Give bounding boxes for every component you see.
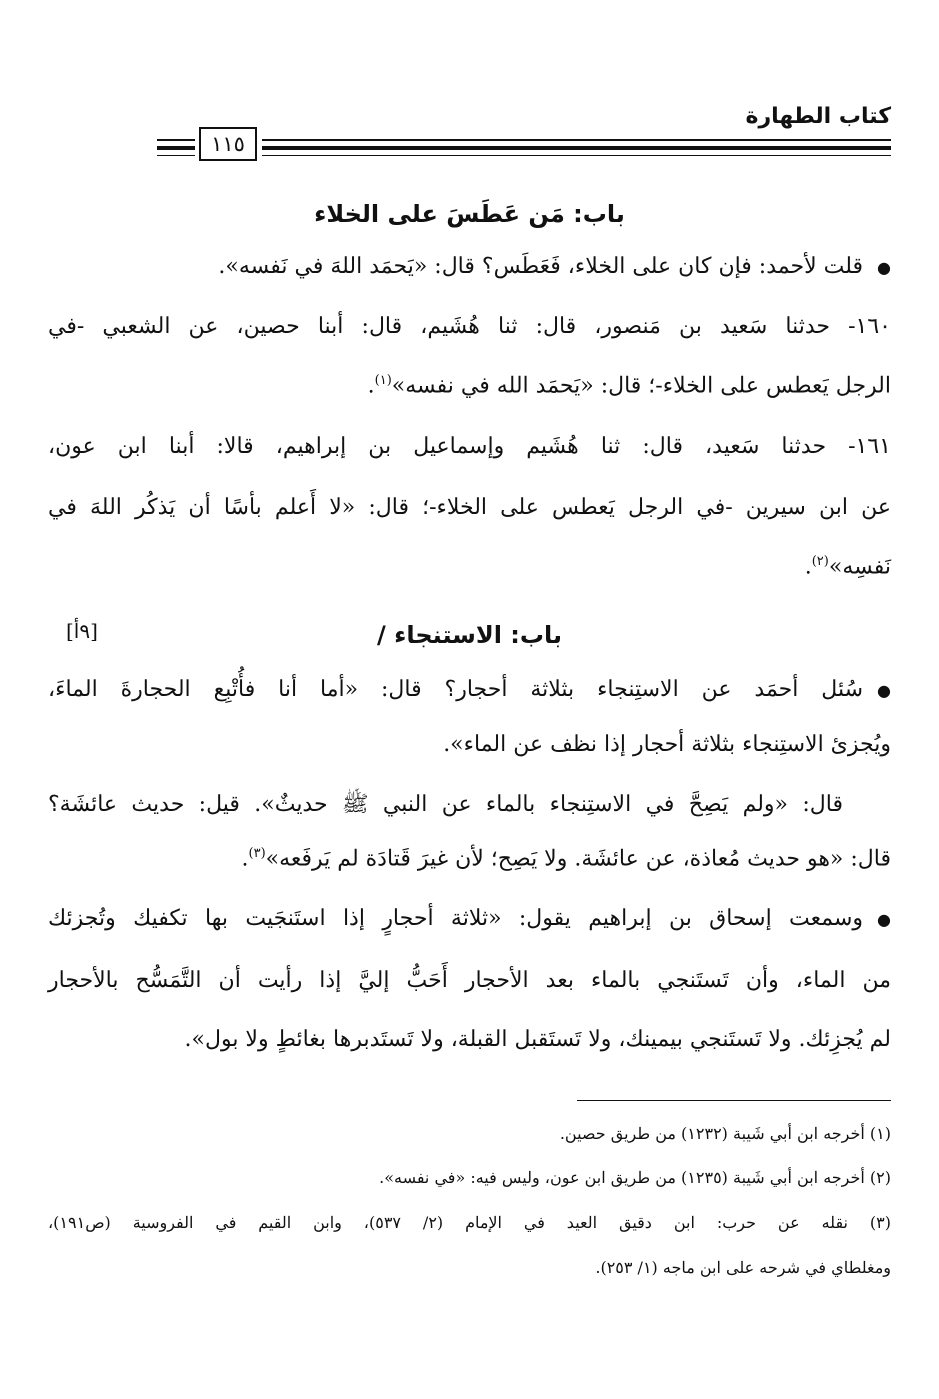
paragraph-line: قال: «هو حديث مُعاذة، عن عائشَة. ولا يَصِح؛ لأن غيرَ قَتادَة لم يَرفَعه»$^{(٣)}$.: [241, 846, 891, 872]
line-text: سُئل أحمَد عن الاستِنجاء بثلاثة أحجار؟ قال: «أما أنا فأُتْبِع الحجارةَ الماءَ،: [48, 677, 864, 702]
chapter-heading: باب: مَن عَطَسَ على الخلاء: [314, 200, 625, 228]
footnote-ref: (٣): [248, 846, 266, 861]
footnote-ref: (١): [374, 373, 392, 388]
footnote-ref: (٢): [811, 554, 829, 569]
paragraph-line: [48, 906, 891, 931]
footnote-separator: [577, 1100, 891, 1101]
page-number: ١١٥: [199, 127, 257, 161]
bullet-icon: ●: [877, 909, 891, 929]
footnote: (٣) نقله عن حرب: ابن دقيق العيد في الإمام (٢/ ٥٣٧)، وابن القيم في الفروسية (ص١٩١)،: [48, 1213, 891, 1232]
chapter-heading: باب: الاستنجاء /: [376, 621, 563, 649]
header-rule: [262, 139, 891, 141]
line-text: نَفسِه»: [828, 554, 891, 580]
header-rule-left: [157, 146, 195, 150]
paragraph-line: قال: «ولم يَصِحَّ في الاستِنجاء بالماء عن النبي ﷺ حديثٌ». قيل: حديث عائشَة؟: [48, 792, 843, 817]
header-rule: [262, 146, 891, 150]
paragraph-line: من الماء، وأن تَستَنجي بالماء بعد الأحجار أَحَبُّ إليَّ إذا رأيت أن التَّمَسُّح بالأحجار: [48, 968, 891, 993]
paragraph-line: [48, 254, 891, 279]
header-rule: [262, 155, 891, 156]
header-rule-left: [157, 155, 195, 156]
running-header-title: كتاب الطهارة: [745, 104, 891, 129]
paragraph-line: ١٦١- حدثنا سَعيد، قال: ثنا هُشَيم وإسماعيل بن إبراهيم، قالا: أبنا ابن عون،: [48, 434, 891, 459]
line-text: الرجل يَعطس على الخلاء-؛ قال: «يَحمَد الله في نفسه»: [391, 373, 891, 399]
bullet-icon: ●: [877, 257, 891, 277]
paragraph-line: عن ابن سيرين -في الرجل يَعطس على الخلاء-؛ قال: «لا أَعلم بأسًا أن يَذكُر اللهَ في: [48, 495, 891, 520]
line-text: قلت لأحمد: فإن كان على الخلاء، فَعَطَس؟ قال: «يَحمَد اللهَ في نَفسه».: [218, 254, 864, 279]
footnote: ومغلطاي في شرحه على ابن ماجه (١/ ٢٥٣).: [595, 1258, 891, 1277]
bullet-icon: ●: [877, 680, 891, 700]
paragraph-line: الرجل يَعطس على الخلاء-؛ قال: «يَحمَد الله في نفسه»$^{(١)}$.: [367, 373, 891, 399]
footnote: (٢) أخرجه ابن أبي شَيبة (١٢٣٥) من طريق ابن عون، وليس فيه: «في نفسه».: [379, 1168, 891, 1187]
line-text: وسمعت إسحاق بن إبراهيم يقول: «ثلاثة أحجارٍ إذا استَنجَيت بها تكفيك وتُجزئك: [48, 906, 864, 931]
footnote: (١) أخرجه ابن أبي شَيبة (١٢٣٢) من طريق حصين.: [559, 1124, 891, 1143]
header-rule-left: [157, 139, 195, 141]
paragraph-line: [48, 677, 891, 702]
paragraph-line: ١٦٠- حدثنا سَعيد بن مَنصور، قال: ثنا هُشَيم، قال: أبنا حصين، عن الشعبي -في: [48, 314, 891, 339]
folio-marker: [٩أ]: [66, 619, 98, 643]
paragraph-line: ويُجزئ الاستِنجاء بثلاثة أحجار إذا نظف عن الماء».: [443, 732, 891, 757]
line-text: قال: «هو حديث مُعاذة، عن عائشَة. ولا يَصِح؛ لأن غيرَ قَتادَة لم يَرفَعه»: [265, 846, 891, 872]
paragraph-line: نَفسِه»$^{(٢)}$.: [804, 554, 891, 580]
paragraph-line: لم يُجزِئك. ولا تَستَنجي بيمينك، ولا تَستَقبل القبلة، ولا تَستَدبرها بغائطٍ ولا بول».: [184, 1027, 891, 1052]
